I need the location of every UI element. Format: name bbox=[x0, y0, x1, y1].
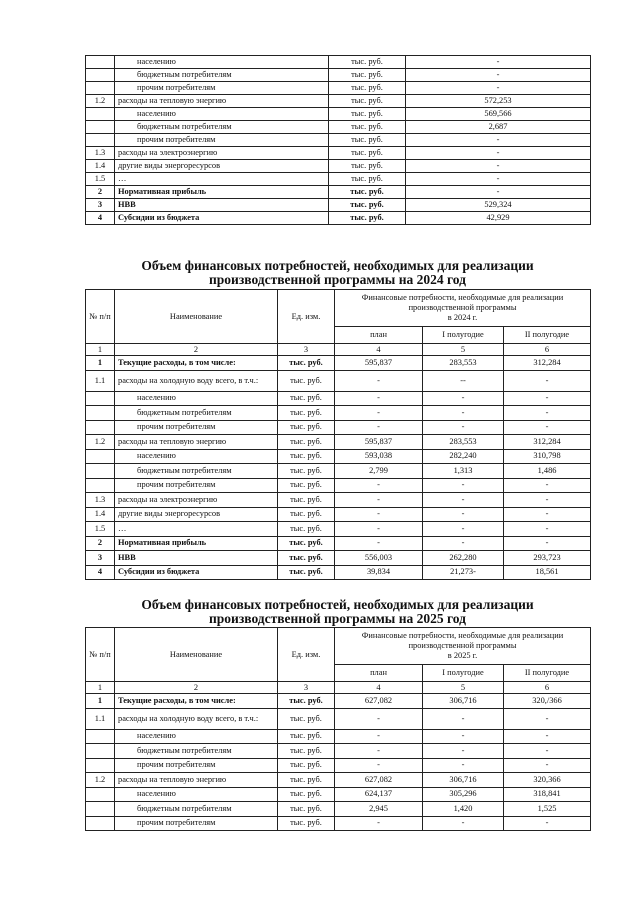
row-half2: - bbox=[504, 744, 591, 759]
row-name: расходы на тепловую энергию bbox=[115, 435, 278, 450]
row-name: населению bbox=[115, 108, 329, 121]
table-row bbox=[86, 536, 591, 551]
row-half2: 312,284 bbox=[504, 435, 591, 450]
column-number: 1 bbox=[86, 344, 115, 356]
row-unit: тыс. руб. bbox=[278, 787, 335, 802]
row-plan: - bbox=[335, 758, 423, 773]
row-number: 1 bbox=[86, 694, 115, 709]
table-row bbox=[86, 82, 591, 95]
table-row bbox=[86, 787, 591, 802]
table-row bbox=[86, 816, 591, 831]
table-row bbox=[86, 212, 591, 225]
row-number: 1.1 bbox=[86, 708, 115, 729]
continuation-table bbox=[85, 55, 591, 225]
row-unit: тыс. руб. bbox=[329, 56, 406, 69]
row-half1: 282,240 bbox=[423, 449, 504, 464]
table-row bbox=[86, 802, 591, 817]
table-row bbox=[86, 108, 591, 121]
table-row bbox=[86, 464, 591, 479]
row-number bbox=[86, 420, 115, 435]
row-unit: тыс. руб. bbox=[278, 356, 335, 371]
row-unit: тыс. руб. bbox=[329, 108, 406, 121]
row-name: НВВ bbox=[115, 199, 329, 212]
row-value: - bbox=[406, 56, 591, 69]
row-half1: - bbox=[423, 493, 504, 508]
row-number: 4 bbox=[86, 565, 115, 580]
row-plan: 39,834 bbox=[335, 565, 423, 580]
header-num: № п/п bbox=[86, 628, 115, 682]
row-plan: 595,837 bbox=[335, 435, 423, 450]
row-number: 1.3 bbox=[86, 493, 115, 508]
header-financing-line2: производственной программы bbox=[408, 303, 517, 312]
column-number: 2 bbox=[115, 682, 278, 694]
row-unit: тыс. руб. bbox=[329, 95, 406, 108]
row-number: 1.2 bbox=[86, 95, 115, 108]
row-number bbox=[86, 121, 115, 134]
column-number: 6 bbox=[504, 344, 591, 356]
row-name: Нормативная прибыль bbox=[115, 186, 329, 199]
row-half2: - bbox=[504, 729, 591, 744]
row-half1: 262,280 bbox=[423, 551, 504, 566]
row-name: населению bbox=[115, 449, 278, 464]
row-half1: 1,313 bbox=[423, 464, 504, 479]
row-half2: - bbox=[504, 478, 591, 493]
row-plan: 2,945 bbox=[335, 802, 423, 817]
row-value: - bbox=[406, 82, 591, 95]
table-row bbox=[86, 391, 591, 406]
row-plan: 595,837 bbox=[335, 356, 423, 371]
column-number: 6 bbox=[504, 682, 591, 694]
row-half2: - bbox=[504, 507, 591, 522]
section-2024-title bbox=[85, 259, 590, 287]
column-number: 4 bbox=[335, 344, 423, 356]
section-2024-title-line1: Объем финансовых потребностей, необходимых для реализации bbox=[141, 258, 534, 273]
table-row bbox=[86, 729, 591, 744]
row-number bbox=[86, 134, 115, 147]
row-unit: тыс. руб. bbox=[278, 391, 335, 406]
header-half2: II полугодие bbox=[504, 327, 591, 344]
header-half1: I полугодие bbox=[423, 327, 504, 344]
row-number: 1.3 bbox=[86, 147, 115, 160]
header-half1: I полугодие bbox=[423, 665, 504, 682]
table-row bbox=[86, 56, 591, 69]
row-plan: - bbox=[335, 507, 423, 522]
row-half1: - bbox=[423, 507, 504, 522]
table-row bbox=[86, 565, 591, 580]
row-name: расходы на тепловую энергию bbox=[115, 773, 278, 788]
header-name: Наименование bbox=[115, 628, 278, 682]
header-plan: план bbox=[335, 665, 423, 682]
row-half2: 18,561 bbox=[504, 565, 591, 580]
row-name: бюджетным потребителям bbox=[115, 744, 278, 759]
table-row bbox=[86, 173, 591, 186]
row-unit: тыс. руб. bbox=[329, 82, 406, 95]
row-unit: тыс. руб. bbox=[278, 449, 335, 464]
row-half1: - bbox=[423, 744, 504, 759]
row-name: НВВ bbox=[115, 551, 278, 566]
row-half2: - bbox=[504, 370, 591, 391]
row-unit: тыс. руб. bbox=[329, 212, 406, 225]
row-unit: тыс. руб. bbox=[278, 406, 335, 421]
row-name: бюджетным потребителям bbox=[115, 802, 278, 817]
row-plan: - bbox=[335, 406, 423, 421]
table-row bbox=[86, 758, 591, 773]
row-unit: тыс. руб. bbox=[278, 420, 335, 435]
row-unit: тыс. руб. bbox=[278, 551, 335, 566]
row-name: населению bbox=[115, 787, 278, 802]
row-number: 4 bbox=[86, 212, 115, 225]
row-name: бюджетным потребителям bbox=[115, 406, 278, 421]
row-half1: - bbox=[423, 420, 504, 435]
row-half2: - bbox=[504, 758, 591, 773]
table-row bbox=[86, 493, 591, 508]
row-half2: 320,/366 bbox=[504, 694, 591, 709]
row-number bbox=[86, 729, 115, 744]
row-plan: - bbox=[335, 478, 423, 493]
header-financing-line2: производственной программы bbox=[408, 641, 517, 650]
row-number: 1.2 bbox=[86, 773, 115, 788]
row-number: 2 bbox=[86, 186, 115, 199]
column-number: 3 bbox=[278, 344, 335, 356]
table-row bbox=[86, 134, 591, 147]
row-half1: 21,273- bbox=[423, 565, 504, 580]
section-2025-title-line1: Объем финансовых потребностей, необходимых для реализации bbox=[141, 597, 534, 612]
column-number: 3 bbox=[278, 682, 335, 694]
table-row bbox=[86, 121, 591, 134]
financing-table-2025 bbox=[85, 627, 591, 831]
header-financing-line1: Финансовые потребности, необходимые для реализации bbox=[361, 293, 564, 302]
header-name: Наименование bbox=[115, 290, 278, 344]
row-half1: 1,420 bbox=[423, 802, 504, 817]
row-name: расходы на электроэнергию bbox=[115, 147, 329, 160]
row-name: другие виды энергоресурсов bbox=[115, 160, 329, 173]
row-number: 3 bbox=[86, 551, 115, 566]
row-name: расходы на электроэнергию bbox=[115, 493, 278, 508]
row-number: 1.4 bbox=[86, 160, 115, 173]
column-number: 4 bbox=[335, 682, 423, 694]
column-number: 1 bbox=[86, 682, 115, 694]
row-name: Субсидии из бюджета bbox=[115, 565, 278, 580]
row-value: - bbox=[406, 69, 591, 82]
row-number bbox=[86, 478, 115, 493]
row-half1: 306,716 bbox=[423, 773, 504, 788]
row-plan: 627,082 bbox=[335, 694, 423, 709]
row-number: 1 bbox=[86, 356, 115, 371]
row-unit: тыс. руб. bbox=[278, 565, 335, 580]
row-plan: - bbox=[335, 708, 423, 729]
row-value: - bbox=[406, 186, 591, 199]
row-plan: 556,003 bbox=[335, 551, 423, 566]
row-plan: - bbox=[335, 391, 423, 406]
table-row bbox=[86, 420, 591, 435]
table-row bbox=[86, 69, 591, 82]
row-number bbox=[86, 391, 115, 406]
table-row bbox=[86, 160, 591, 173]
table-row bbox=[86, 449, 591, 464]
row-unit: тыс. руб. bbox=[278, 694, 335, 709]
row-number: 1.4 bbox=[86, 507, 115, 522]
row-half2: 318,841 bbox=[504, 787, 591, 802]
table-row bbox=[86, 694, 591, 709]
row-half1: - bbox=[423, 522, 504, 537]
row-unit: тыс. руб. bbox=[278, 478, 335, 493]
row-unit: тыс. руб. bbox=[329, 147, 406, 160]
row-number bbox=[86, 816, 115, 831]
row-unit: тыс. руб. bbox=[329, 134, 406, 147]
row-plan: - bbox=[335, 420, 423, 435]
row-name: прочим потребителям bbox=[115, 82, 329, 95]
row-plan: - bbox=[335, 370, 423, 391]
row-unit: тыс. руб. bbox=[278, 773, 335, 788]
row-half1: - bbox=[423, 729, 504, 744]
row-half1: 306,716 bbox=[423, 694, 504, 709]
row-number bbox=[86, 56, 115, 69]
row-number: 2 bbox=[86, 536, 115, 551]
header-financing-line3: в 2024 г. bbox=[447, 313, 478, 322]
header-unit: Ед. изм. bbox=[278, 628, 335, 682]
row-unit: тыс. руб. bbox=[278, 816, 335, 831]
row-plan: - bbox=[335, 816, 423, 831]
table-row bbox=[86, 708, 591, 729]
row-number bbox=[86, 108, 115, 121]
row-half2: - bbox=[504, 406, 591, 421]
row-number bbox=[86, 449, 115, 464]
row-name: прочим потребителям bbox=[115, 420, 278, 435]
row-plan: - bbox=[335, 744, 423, 759]
row-name: прочим потребителям bbox=[115, 758, 278, 773]
row-plan: - bbox=[335, 729, 423, 744]
row-name: населению bbox=[115, 391, 278, 406]
row-plan: - bbox=[335, 536, 423, 551]
row-name: прочим потребителям bbox=[115, 478, 278, 493]
row-value: 2,687 bbox=[406, 121, 591, 134]
row-name: прочим потребителям bbox=[115, 816, 278, 831]
row-unit: тыс. руб. bbox=[278, 729, 335, 744]
table-row bbox=[86, 522, 591, 537]
row-name: бюджетным потребителям bbox=[115, 121, 329, 134]
row-unit: тыс. руб. bbox=[278, 493, 335, 508]
row-unit: тыс. руб. bbox=[329, 186, 406, 199]
table-row bbox=[86, 186, 591, 199]
section-2024-title-line2: производственной программы на 2024 год bbox=[209, 272, 466, 287]
row-unit: тыс. руб. bbox=[329, 199, 406, 212]
table-row bbox=[86, 551, 591, 566]
row-half2: 1,525 bbox=[504, 802, 591, 817]
section-2025-title-line2: производственной программы на 2025 год bbox=[209, 611, 466, 626]
row-name: расходы на тепловую энергию bbox=[115, 95, 329, 108]
row-name: Субсидии из бюджета bbox=[115, 212, 329, 225]
row-half2: 320,366 bbox=[504, 773, 591, 788]
row-number bbox=[86, 406, 115, 421]
row-number bbox=[86, 802, 115, 817]
header-plan: план bbox=[335, 327, 423, 344]
row-name: бюджетным потребителям bbox=[115, 69, 329, 82]
row-number: 1.1 bbox=[86, 370, 115, 391]
row-value: 572,253 bbox=[406, 95, 591, 108]
row-half2: - bbox=[504, 391, 591, 406]
row-value: - bbox=[406, 134, 591, 147]
table-row bbox=[86, 744, 591, 759]
row-value: 42,929 bbox=[406, 212, 591, 225]
row-value: - bbox=[406, 160, 591, 173]
header-financing-line1: Финансовые потребности, необходимые для реализации bbox=[361, 631, 564, 640]
row-half2: - bbox=[504, 420, 591, 435]
table-row bbox=[86, 406, 591, 421]
row-plan: - bbox=[335, 493, 423, 508]
table-row bbox=[86, 773, 591, 788]
row-unit: тыс. руб. bbox=[278, 370, 335, 391]
row-unit: тыс. руб. bbox=[278, 536, 335, 551]
row-plan: 2,799 bbox=[335, 464, 423, 479]
row-unit: тыс. руб. bbox=[278, 435, 335, 450]
row-half1: - bbox=[423, 758, 504, 773]
column-number: 2 bbox=[115, 344, 278, 356]
section-2025-title bbox=[85, 598, 590, 626]
row-name: расходы на холодную воду всего, в т.ч.: bbox=[115, 370, 278, 391]
row-value: - bbox=[406, 147, 591, 160]
row-name: населению bbox=[115, 729, 278, 744]
table-row bbox=[86, 370, 591, 391]
row-unit: тыс. руб. bbox=[278, 522, 335, 537]
row-half2: 310,798 bbox=[504, 449, 591, 464]
row-half2: 1,486 bbox=[504, 464, 591, 479]
column-number: 5 bbox=[423, 344, 504, 356]
row-unit: тыс. руб. bbox=[278, 507, 335, 522]
row-name: прочим потребителям bbox=[115, 134, 329, 147]
financing-table-2024 bbox=[85, 289, 591, 580]
row-half2: - bbox=[504, 816, 591, 831]
row-half2: - bbox=[504, 493, 591, 508]
row-unit: тыс. руб. bbox=[278, 744, 335, 759]
row-unit: тыс. руб. bbox=[278, 464, 335, 479]
table-row bbox=[86, 507, 591, 522]
row-half1: 283,553 bbox=[423, 435, 504, 450]
table-row bbox=[86, 356, 591, 371]
row-number bbox=[86, 758, 115, 773]
row-name: Текущие расходы, в том числе: bbox=[115, 356, 278, 371]
row-number: 1.5 bbox=[86, 522, 115, 537]
row-value: - bbox=[406, 173, 591, 186]
row-half2: 293,723 bbox=[504, 551, 591, 566]
table-row bbox=[86, 147, 591, 160]
row-unit: тыс. руб. bbox=[329, 173, 406, 186]
row-number bbox=[86, 744, 115, 759]
table-row bbox=[86, 199, 591, 212]
row-half1: - bbox=[423, 406, 504, 421]
header-half2: II полугодие bbox=[504, 665, 591, 682]
row-unit: тыс. руб. bbox=[278, 758, 335, 773]
row-number bbox=[86, 787, 115, 802]
row-number: 1.2 bbox=[86, 435, 115, 450]
row-unit: тыс. руб. bbox=[278, 708, 335, 729]
row-half2: 312,284 bbox=[504, 356, 591, 371]
header-financing bbox=[335, 290, 591, 327]
row-unit: тыс. руб. bbox=[329, 160, 406, 173]
column-number: 5 bbox=[423, 682, 504, 694]
header-financing bbox=[335, 628, 591, 665]
row-number bbox=[86, 69, 115, 82]
row-name: другие виды энергоресурсов bbox=[115, 507, 278, 522]
row-plan: 593,038 bbox=[335, 449, 423, 464]
table-row bbox=[86, 435, 591, 450]
row-name: … bbox=[115, 522, 278, 537]
row-number bbox=[86, 82, 115, 95]
row-name: Текущие расходы, в том числе: bbox=[115, 694, 278, 709]
row-half1: 305,296 bbox=[423, 787, 504, 802]
row-plan: - bbox=[335, 522, 423, 537]
row-name: расходы на холодную воду всего, в т.ч.: bbox=[115, 708, 278, 729]
row-half2: - bbox=[504, 708, 591, 729]
row-unit: тыс. руб. bbox=[329, 69, 406, 82]
row-half1: - bbox=[423, 391, 504, 406]
row-half2: - bbox=[504, 536, 591, 551]
row-half2: - bbox=[504, 522, 591, 537]
row-value: 569,566 bbox=[406, 108, 591, 121]
table-row bbox=[86, 95, 591, 108]
header-unit: Ед. изм. bbox=[278, 290, 335, 344]
row-number: 1.5 bbox=[86, 173, 115, 186]
row-half1: 283,553 bbox=[423, 356, 504, 371]
header-num: № п/п bbox=[86, 290, 115, 344]
row-plan: 624,137 bbox=[335, 787, 423, 802]
row-unit: тыс. руб. bbox=[329, 121, 406, 134]
row-half1: - bbox=[423, 478, 504, 493]
table-row bbox=[86, 478, 591, 493]
row-name: Нормативная прибыль bbox=[115, 536, 278, 551]
row-name: … bbox=[115, 173, 329, 186]
row-number bbox=[86, 464, 115, 479]
row-name: населению bbox=[115, 56, 329, 69]
row-plan: 627,082 bbox=[335, 773, 423, 788]
row-half1: - bbox=[423, 708, 504, 729]
row-half1: -- bbox=[423, 370, 504, 391]
row-unit: тыс. руб. bbox=[278, 802, 335, 817]
row-name: бюджетным потребителям bbox=[115, 464, 278, 479]
row-half1: - bbox=[423, 816, 504, 831]
header-financing-line3: в 2025 г. bbox=[447, 651, 478, 660]
row-value: 529,324 bbox=[406, 199, 591, 212]
row-number: 3 bbox=[86, 199, 115, 212]
row-half1: - bbox=[423, 536, 504, 551]
